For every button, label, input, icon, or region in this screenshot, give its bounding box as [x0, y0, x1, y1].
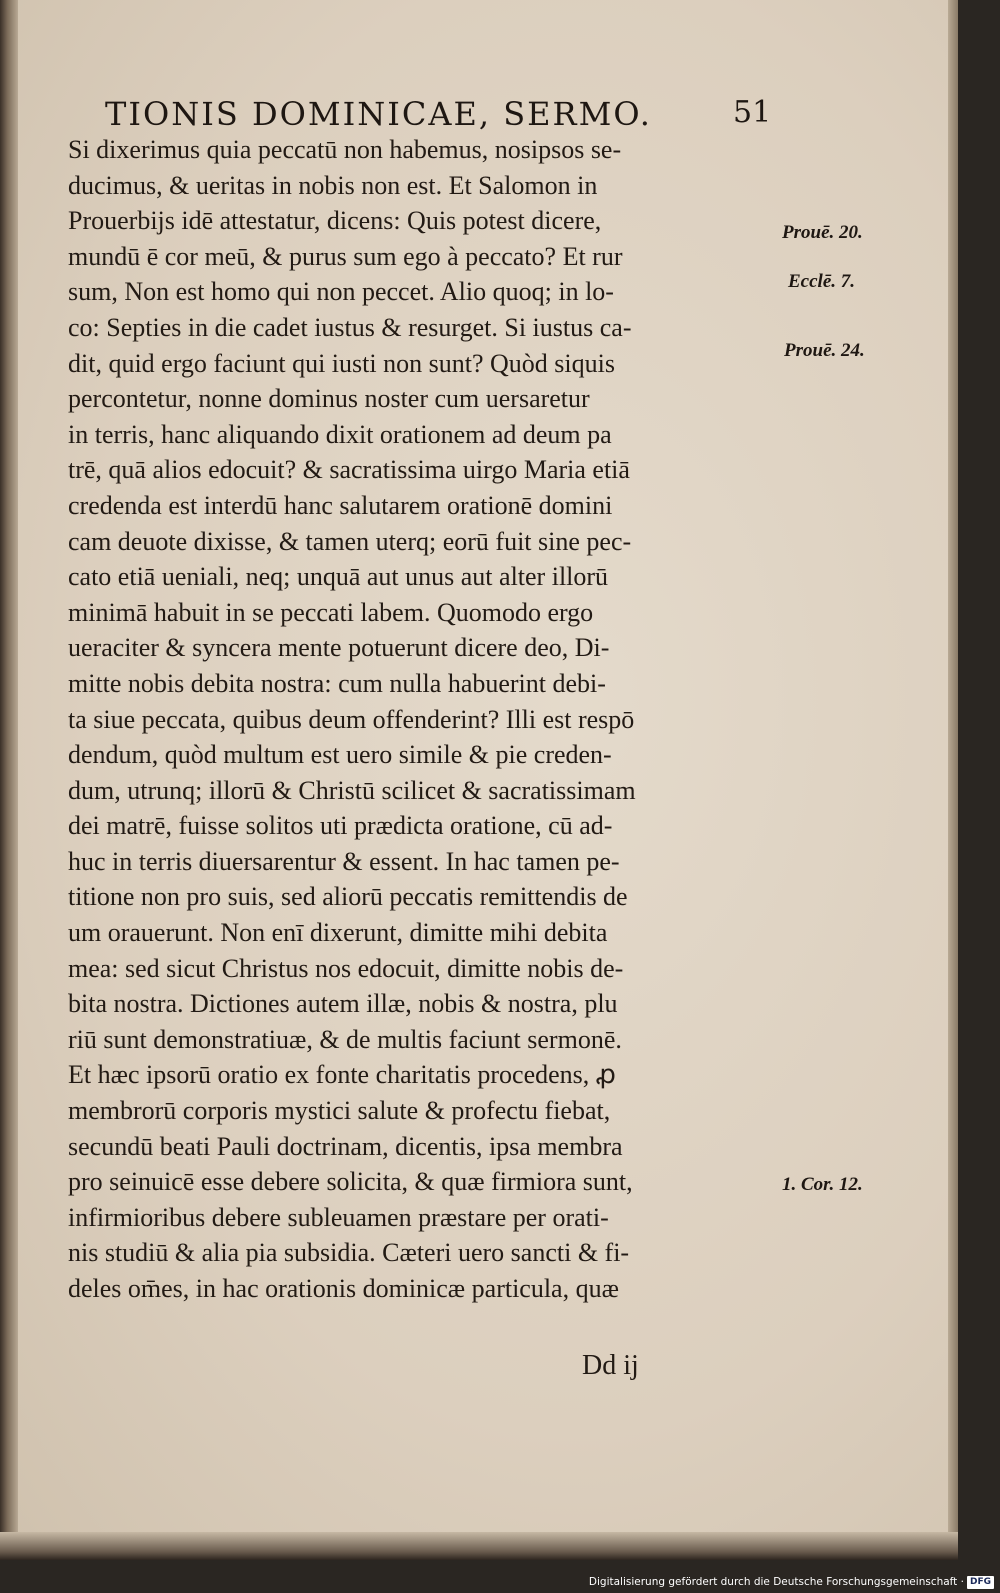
marginal-note: 1. Cor. 12. — [782, 1174, 863, 1195]
text-line: mea: sed sicut Christus nos edocuit, dimitte nobis de- — [68, 953, 624, 983]
text-line: Si dixerimus quia peccatū non habemus, nosipsos se- — [68, 135, 622, 164]
text-line: huc in terris diuersarentur & essent. In hac tamen pe- — [68, 846, 620, 876]
folio-number: 51 — [733, 95, 772, 130]
digitization-footer — [589, 1573, 994, 1591]
signature-mark: Dd ij — [582, 1350, 639, 1381]
page-bottom-edge — [0, 1532, 958, 1560]
text-line: dei matrē, fuisse solitos uti prædicta oratione, cū ad- — [68, 811, 613, 841]
text-line: cam deuote dixisse, & tamen uterq; eorū fuit sine pec- — [68, 526, 632, 556]
text-line: in terris, hanc aliquando dixit orationem ad deum pa — [68, 419, 612, 449]
funding-credit: Digitalisierung gefördert durch die Deutsche Forschungsgemeinschaft · — [588, 1576, 964, 1588]
text-line: ueraciter & syncera mente potuerunt dicere deo, Di- — [68, 633, 610, 663]
page-edge — [948, 0, 958, 1560]
text-line: ducimus, & ueritas in nobis non est. Et Salomon in — [68, 170, 598, 200]
text-line: membrorū corporis mystici salute & profectu fiebat, — [68, 1096, 611, 1126]
text-line: bita nostra. Dictiones autem illæ, nobis & nostra, plu — [68, 989, 618, 1019]
marginal-note: Prouē. 20. — [782, 222, 863, 243]
text-line: pro seinuicē esse debere solicita, & quæ firmiora sunt, — [68, 1167, 633, 1197]
text-line: credenda est interdū hanc salutarem orationē domini — [68, 490, 613, 520]
text-line: dum, utrunq; illorū & Christū scilicet & sacratissimam — [68, 775, 636, 805]
text-line: dendum, quòd multum est uero simile & pie creden- — [68, 740, 612, 770]
text-line: nis studiū & alia pia subsidia. Cæteri uero sancti & fi- — [68, 1238, 630, 1268]
text-line: cato etiā ueniali, neq; unquā aut unus aut alter illorū — [68, 562, 609, 592]
text-line: co: Septies in die cadet iustus & resurget. Si iustus ca- — [68, 312, 632, 342]
text-line: Prouerbijs idē attestatur, dicens: Quis potest dicere, — [68, 206, 602, 236]
text-line: dit, quid ergo faciunt qui iusti non sunt? Quòd siquis — [68, 348, 615, 378]
text-line: riū sunt demonstratiuæ, & de multis faciunt sermonē. — [68, 1024, 622, 1054]
text-line: titione non pro suis, sed aliorū peccatis remittendis de — [68, 882, 628, 912]
text-line: percontetur, nonne dominus noster cum uersaretur — [68, 384, 590, 414]
text-line: ta siue peccata, quibus deum offenderint? Illi est respō — [68, 704, 635, 734]
dfg-logo-icon: DFG — [967, 1576, 994, 1589]
marginal-note: Prouē. 24. — [784, 340, 865, 361]
text-line: sum, Non est homo qui non peccet. Alio quoq; in lo- — [68, 277, 614, 307]
text-line: mitte nobis debita nostra: cum nulla habuerint debi- — [68, 668, 606, 698]
text-line: minimā habuit in se peccati labem. Quomodo ergo — [68, 597, 594, 627]
marginal-note: Ecclē. 7. — [788, 271, 856, 292]
text-line: trē, quā alios edocuit? & sacratissima uirgo Maria etiā — [68, 455, 630, 485]
text-line: infirmioribus debere subleuamen præstare per orati- — [68, 1202, 609, 1232]
text-line: deles om̄es, in hac orationis dominicæ particula, quæ — [68, 1274, 619, 1303]
text-line: mundū ē cor meū, & purus sum ego à peccato? Et rur — [68, 241, 623, 271]
text-line: um orauerunt. Non enī dixerunt, dimitte mihi debita — [68, 918, 608, 948]
binding-gutter — [0, 0, 18, 1560]
main-text-block — [68, 132, 780, 1307]
text-line: secundū beati Pauli doctrinam, dicentis, ipsa membra — [68, 1131, 623, 1161]
running-header: TIONIS DOMINICAE, SERMO. — [105, 95, 652, 133]
text-line: Et hæc ipsorū oratio ex fonte charitatis procedens, ꝓ — [68, 1060, 616, 1090]
